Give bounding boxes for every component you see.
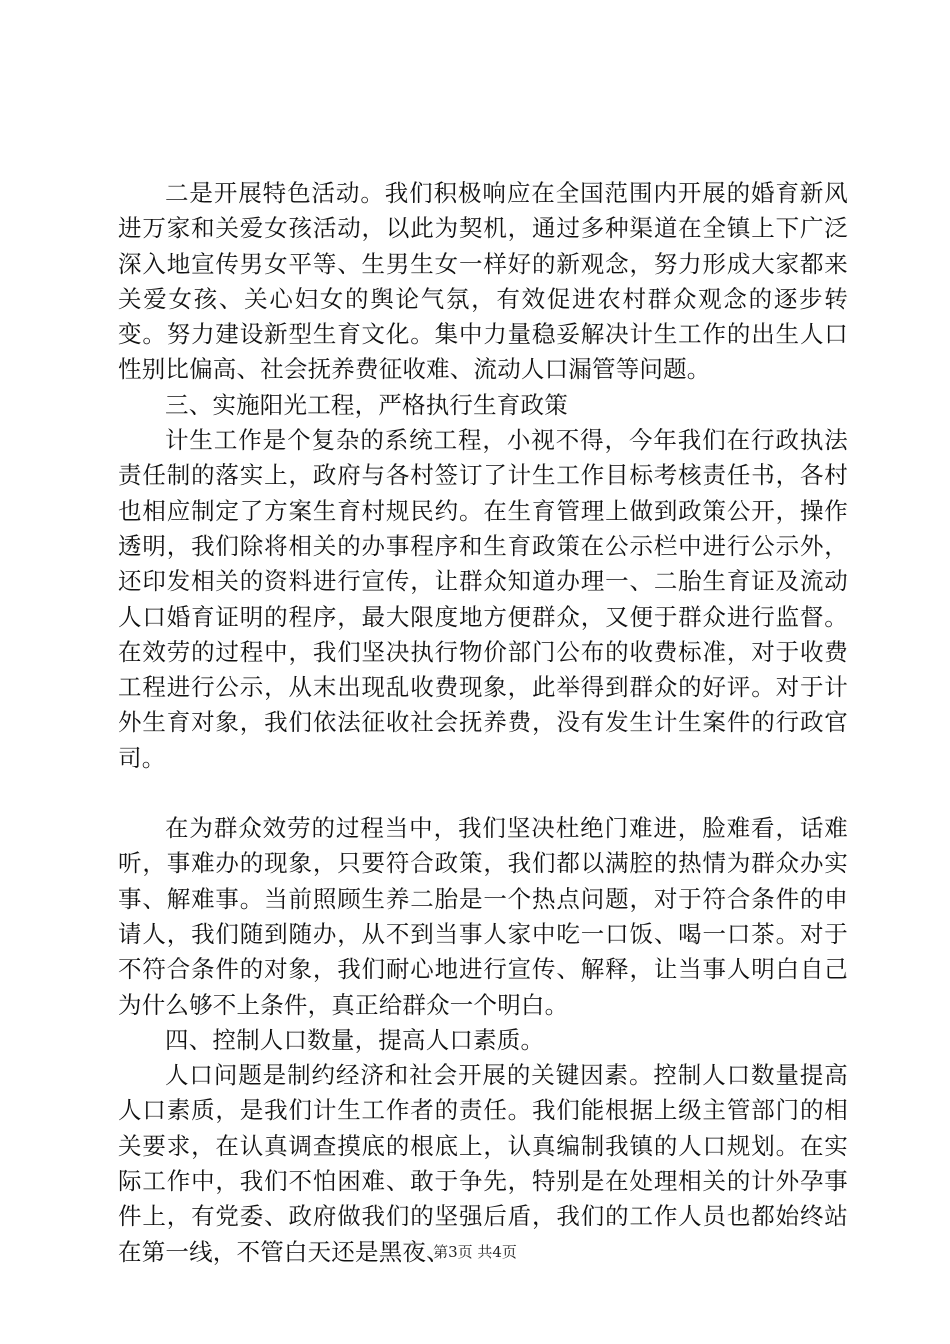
paragraph-population-problem: 人口问题是制约经济和社会开展的关键因素。控制人口数量提高人口素质，是我们计生工作者的责任。我们能根据上级主管部门的相关要求，在认真调查摸底的根底上，认真编制我镇的人口规划。在实际工作中，我们不怕困难、敢于争先，特别是在处理相关的计外孕事件上，有党委、政府做我们的坚强后盾，我们的工作人员也都始终站在第一线，不管白天还是黑夜、 [118, 1061, 848, 1266]
paragraph-serving-the-public: 在为群众效劳的过程当中，我们坚决杜绝门难进，脸难看，话难听，事难办的现象，只要符合政策，我们都以满腔的热情为群众办实事、解难事。当前照顾生养二胎是一个热点问题，对于符合条件的申请人，我们随到随办，从不到当事人家中吃一口饭、喝一口茶。对于不符合条件的对象，我们耐心地进行宣传、解释，让当事人明白自己为什么够不上条件，真正给群众一个明白。 [118, 814, 848, 1019]
paragraph-family-planning-work: 计生工作是个复杂的系统工程，小视不得，今年我们在行政执法责任制的落实上，政府与各村签订了计生工作目标考核责任书，各村也相应制定了方案生育村规民约。在生育管理上做到政策公开，操作透明，我们除将相关的办事程序和生育政策在公示栏中进行公示外，还印发相关的资料进行宣传，让群众知道办理一、二胎生育证及流动人口婚育证明的程序，最大限度地方便群众，又便于群众进行监督。在效劳的过程中，我们坚决执行物价部门公布的收费标准，对于收费工程进行公示，从末出现乱收费现象，此举得到群众的好评。对于计外生育对象，我们依法征收社会抚养费，没有发生计生案件的行政官司。 [118, 426, 848, 772]
section-heading-population-control: 四、控制人口数量，提高人口素质。 [165, 1025, 545, 1054]
document-body [118, 176, 848, 1270]
page-footer: 第3页 共4页 [433, 1243, 517, 1261]
section-heading-sunshine-project: 三、实施阳光工程，严格执行生育政策 [165, 390, 568, 419]
paragraph-special-activities: 二是开展特色活动。我们积极响应在全国范围内开展的婚育新风进万家和关爱女孩活动，以此为契机，通过多种渠道在全镇上下广泛深入地宣传男女平等、生男生女一样好的新观念，努力形成大家都来关爱女孩、关心妇女的舆论气氛，有效促进农村群众观念的逐步转变。努力建设新型生育文化。集中力量稳妥解决计生工作的出生人口性别比偏高、社会抚养费征收难、流动人口漏管等问题。 [118, 179, 848, 384]
